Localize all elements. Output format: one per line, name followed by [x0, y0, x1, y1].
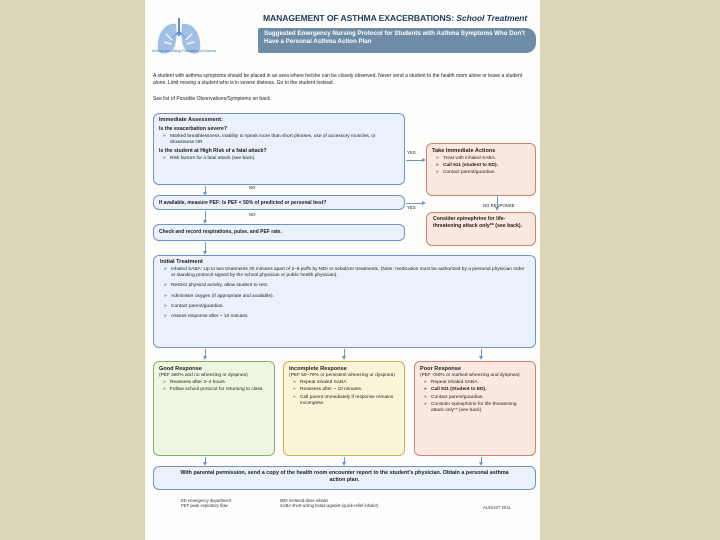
poor-response-criteria: (PEF <50% or marked wheezing and dyspnea)	[420, 373, 520, 379]
poor-response-heading: Poor Response	[420, 366, 462, 372]
yes-label: YES	[407, 205, 416, 210]
good-response-box	[153, 361, 275, 456]
down-arrow	[205, 457, 206, 464]
incomplete-response-heading: Incomplete Response	[289, 366, 347, 372]
high-risk-question: Is the student at High Risk of a fatal attack?	[159, 148, 267, 155]
abbreviation: MDI metered-dose inhaler	[280, 498, 329, 503]
subtitle-banner: Suggested Emergency Nursing Protocol for Students with Asthma Symptoms Who Don't Have a Personal Asthma Action Plan	[258, 28, 536, 53]
poor-item: » Call 911 (Student to ED).	[431, 387, 530, 393]
abbreviations-col2	[280, 498, 378, 509]
incomplete-item: » Repeat inhaled SABA.	[300, 380, 399, 386]
treatment-item: » Administer oxygen (if appropriate and available).	[171, 294, 529, 300]
peak-flow-box	[153, 195, 405, 210]
no-arrow	[205, 211, 206, 222]
treatment-item: » Restrict physical activity, allow student to rest.	[171, 283, 529, 289]
incomplete-item: » Call parent immediately if response remains incomplete.	[300, 395, 399, 407]
protocol-page	[145, 0, 540, 540]
permission-box	[153, 466, 536, 490]
no-response-arrow	[497, 196, 498, 209]
initial-treatment-box	[153, 255, 536, 348]
action-item: » Call 911 (student to ED).	[443, 163, 530, 169]
check-record-text: Check and record respirations, pulse, and PEF rate.	[159, 229, 282, 235]
permission-text: With parental permission, send a copy of the health room encounter report to the student's physician. Obtain a personal asthma action plan.	[180, 470, 509, 483]
page-title: MANAGEMENT OF ASTHMA EXACERBATIONS: School Treatment	[263, 13, 528, 23]
poor-item: » Contact parent/guardian.	[431, 395, 530, 401]
publication-date: AUGUST 2011	[483, 505, 511, 510]
poor-item: » Consider epinephrine for life-threatening attack only** (see back).	[431, 402, 530, 414]
action-item: » Treat with inhaled SABA.	[443, 156, 530, 162]
abbreviation: ED emergency department	[181, 498, 232, 503]
no-label: NO	[249, 185, 256, 190]
check-record-box	[153, 224, 405, 241]
logo-org-name: Asthma and Allergy Foundation of America	[151, 49, 217, 53]
immediate-assessment-heading: Immediate Assessment:	[159, 117, 223, 123]
down-arrow	[205, 349, 206, 358]
incomplete-response-box	[283, 361, 405, 456]
abbreviation: SABA short-acting beta2-agonist (quick-relief inhaler)	[280, 503, 379, 509]
epinephrine-box	[426, 212, 536, 246]
good-response-criteria: (PEF ≥80% and no wheezing or dyspnea)	[159, 373, 248, 379]
severe-question: Is the exacerbation severe?	[159, 126, 228, 133]
severe-criteria: » Marked breathlessness, inability to speak more than short phrases, use of accessory muscles, or drowsiness OR	[170, 134, 399, 146]
treatment-item: » Assess response after ~ 10 minutes.	[171, 314, 529, 320]
yes-arrow	[406, 203, 424, 204]
treatment-item: » Inhaled SABA: Up to two treatments 20 minutes apart of 2–6 puffs by MDI or nebulizer treatments. (Note: medication must be authorized by a personal physician order or standing protocol signed by the school physician or public health physician).	[171, 267, 529, 279]
down-arrow	[344, 349, 345, 358]
good-response-heading: Good Response	[159, 366, 202, 372]
abbreviations-col1	[181, 498, 231, 509]
treatment-item: » Contact parent/guardian.	[171, 304, 529, 310]
poor-item: » Repeat inhaled SABA.	[431, 380, 530, 386]
immediate-assessment-box	[153, 113, 405, 185]
down-arrow	[481, 457, 482, 464]
no-arrow	[205, 186, 206, 194]
yes-arrow	[406, 160, 424, 161]
take-actions-heading: Take Immediate Actions	[432, 148, 496, 154]
down-arrow	[205, 242, 206, 253]
good-item: » Reassess after 3–4 hours.	[170, 380, 269, 386]
down-arrow	[481, 349, 482, 358]
epinephrine-text: Consider epinephrine for life-threatening attack only** (see back).	[433, 216, 523, 229]
down-arrow	[344, 457, 345, 464]
initial-treatment-heading: Initial Treatment	[160, 259, 203, 265]
poor-response-box	[414, 361, 536, 456]
peak-flow-question: If available, measure PEF: Is PEF < 50% of predicted or personal best?	[159, 200, 327, 206]
intro-text: A student with asthma symptoms should be placed in an area where he/she can be closely observed. Never send a student to the health room alone or leave a student alone. Limit moving a student who is in severe distress. Go to the student instead.	[153, 73, 523, 86]
no-label: NO	[249, 212, 256, 217]
good-item: » Follow school protocol for returning to class.	[170, 387, 269, 393]
take-actions-box	[426, 143, 536, 196]
yes-label: YES	[407, 150, 416, 155]
action-item: » Contact parent/guardian.	[443, 170, 530, 176]
incomplete-item: » Reassess after ~ 10 minutes.	[300, 387, 399, 393]
no-response-label: NO RESPONSE	[483, 203, 515, 208]
high-risk-criteria: » Risk factors for a fatal attack (see back).	[170, 156, 399, 162]
abbreviation: PEF peak expiratory flow	[181, 503, 228, 509]
see-list-note: See list of Possible Observations/Symptoms on back.	[153, 96, 272, 102]
incomplete-response-criteria: (PEF 50–79% or persistent wheezing or dyspnea)	[289, 373, 395, 379]
